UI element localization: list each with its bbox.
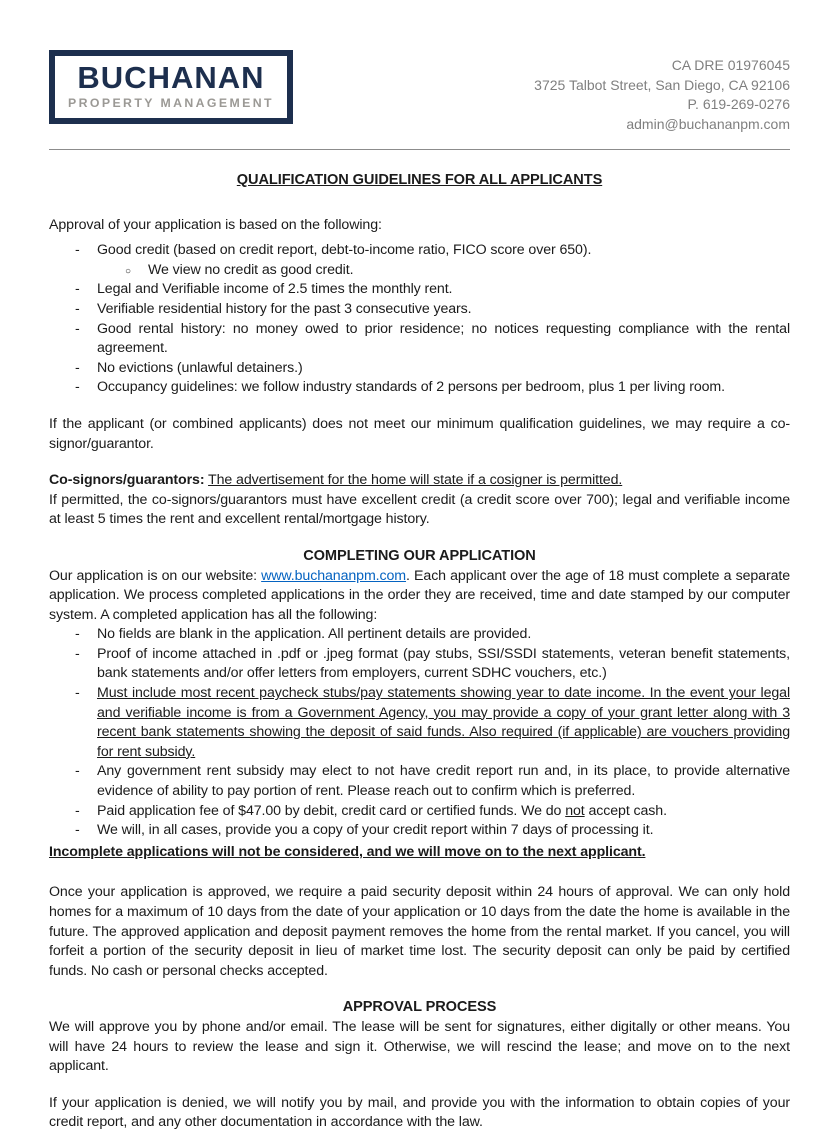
list-item-rent-subsidy	[49, 762, 790, 801]
bullet-dash: -	[75, 379, 80, 396]
bullet-text-underlined: Must include most recent paycheck stubs/pay statements showing year to date income. In the event your legal and verifiable income is from a Government Agency, you may provide a copy of your grant letter along with 3 recent bank statements showing the deposit of said funds. Also required (if applicable) are vouchers providing for rent subsidy.	[97, 685, 790, 760]
section-heading-approval-process: APPROVAL PROCESS	[342, 999, 497, 1016]
bullet-dash: -	[75, 359, 80, 376]
bullet-text: Occupancy guidelines: we follow industry standards of 2 persons per bedroom, plus 1 per living room.	[97, 379, 725, 396]
bullet-dash: -	[75, 645, 80, 662]
bullet-text: Good credit (based on credit report, debt-to-income ratio, FICO score over 650).	[97, 242, 592, 259]
bullet-dash: -	[75, 242, 80, 259]
letterhead	[49, 50, 790, 134]
incomplete-applications-warning: Incomplete applications will not be considered, and we will move on to the next applicant.	[49, 843, 646, 860]
bullet-dash: -	[75, 300, 80, 317]
intro-text-before-link: Our application is on our website:	[49, 567, 262, 584]
list-item-no-credit	[49, 261, 790, 281]
cosigners-statement: The advertisement for the home will state if a cosigner is permitted.	[208, 472, 623, 489]
bullet-dash: -	[75, 822, 80, 839]
security-deposit-paragraph: Once your application is approved, we require a paid security deposit within 24 hours of approval. We can only hold homes for a maximum of 10 days from the date of your application or 10 days from the date the home is available in the future. The approved application and deposit payment removes the home from the rental market. If you cancel, you will forfeit a portion of the security deposit in lieu of market time lost. The security deposit can only be paid by certified funds. No cash or personal checks accepted.	[49, 884, 790, 979]
list-item-income	[49, 280, 790, 300]
list-item-residential-history	[49, 300, 790, 320]
contact-dre-number: CA DRE 01976045	[671, 57, 790, 73]
bullet-text: We will, in all cases, provide you a copy of your credit report within 7 days of processing it.	[97, 822, 654, 839]
bullet-dash: -	[75, 802, 80, 819]
bullet-text: Good rental history: no money owed to prior residence; no notices requesting compliance with the rental agreement.	[97, 320, 790, 357]
list-item-proof-of-income	[49, 645, 790, 684]
bullet-text: Legal and Verifiable income of 2.5 times the monthly rent.	[97, 281, 453, 298]
list-item-paycheck-stubs	[49, 684, 790, 762]
website-link[interactable]: www.buchananpm.com	[261, 567, 407, 584]
bullet-dash: -	[75, 281, 80, 298]
contact-block	[534, 50, 790, 134]
denied-application-paragraph: If your application is denied, we will notify you by mail, and provide you with the information to obtain copies of your credit report, and any other documentation in accordance with the law.	[49, 1094, 790, 1131]
cosigners-section	[49, 471, 790, 530]
list-item-no-blank-fields	[49, 625, 790, 645]
bullet-text: Any government rent subsidy may elect to not have credit report run and, in its place, to provide alternative evidence of ability to pay portion of rent. Please reach out to confirm which is preferred.	[97, 763, 790, 800]
bullet-dash: -	[75, 626, 80, 643]
list-item-occupancy	[49, 378, 790, 398]
cosigners-statement-line	[49, 471, 790, 491]
fee-text-before: Paid application fee of $47.00 by debit, credit card or certified funds. We do	[97, 802, 566, 819]
bullet-text: Proof of income attached in .pdf or .jpeg format (pay stubs, SSI/SSDI statements, veteran benefit statements, bank statements and/or offer letters from employers, current SDHC vouchers, etc.)	[97, 645, 790, 682]
fee-not-emphasis: not	[565, 802, 585, 819]
application-intro-paragraph	[49, 567, 790, 626]
logo-company-subtitle: PROPERTY MANAGEMENT	[68, 96, 274, 110]
company-logo	[49, 50, 293, 124]
bullet-text	[97, 802, 790, 822]
list-item-rental-history	[49, 320, 790, 359]
list-item-application-fee	[49, 802, 790, 822]
contact-phone: P. 619-269-0276	[687, 96, 790, 112]
logo-company-name: BUCHANAN	[77, 60, 265, 95]
fee-text-after: accept cash.	[584, 802, 667, 819]
list-item-evictions	[49, 359, 790, 379]
cosigner-fallback-paragraph: If the applicant (or combined applicants) does not meet our minimum qualification guidelines, we may require a co-signor/guarantor.	[49, 415, 790, 452]
bullet-text: No fields are blank in the application. All pertinent details are provided.	[97, 626, 532, 643]
bullet-dash: -	[75, 685, 80, 702]
cosigners-details-paragraph: If permitted, the co-signors/guarantors must have excellent credit (a credit score over 700); legal and verifiable income at least 5 times the rent and excellent rental/mortgage history.	[49, 491, 790, 528]
page-title: QUALIFICATION GUIDELINES FOR ALL APPLICANTS	[236, 172, 603, 188]
sub-bullet-circle: ○	[125, 265, 131, 277]
approval-process-paragraph: We will approve you by phone and/or email. The lease will be sent for signatures, either digitally or other means. You will have 24 hours to review the lease and sign it. Otherwise, we will rescind the lease; and move on to the next applicant.	[49, 1018, 790, 1075]
cosigners-label: Co-signors/guarantors:	[49, 472, 205, 489]
intro-text-after-link: . Each applicant over the age of 18 must complete a separate application. We process completed applications in the order they are received, time and date stamped by our computer system. A completed application has all the following:	[49, 567, 791, 623]
list-item-credit-report-copy	[49, 821, 790, 841]
section-heading-completing-application: COMPLETING OUR APPLICATION	[303, 547, 536, 564]
bullet-text: No evictions (unlawful detainers.)	[97, 359, 303, 376]
contact-email: admin@buchananpm.com	[626, 115, 790, 132]
bullet-text: Verifiable residential history for the past 3 consecutive years.	[97, 300, 472, 317]
bullet-text: We view no credit as good credit.	[148, 261, 354, 278]
list-item-good-credit	[49, 241, 790, 261]
header-divider	[49, 149, 790, 150]
bullet-dash: -	[75, 763, 80, 780]
contact-address: 3725 Talbot Street, San Diego, CA 92106	[534, 76, 790, 93]
bullet-dash: -	[75, 320, 80, 337]
approval-intro-paragraph: Approval of your application is based on the following:	[49, 216, 382, 233]
